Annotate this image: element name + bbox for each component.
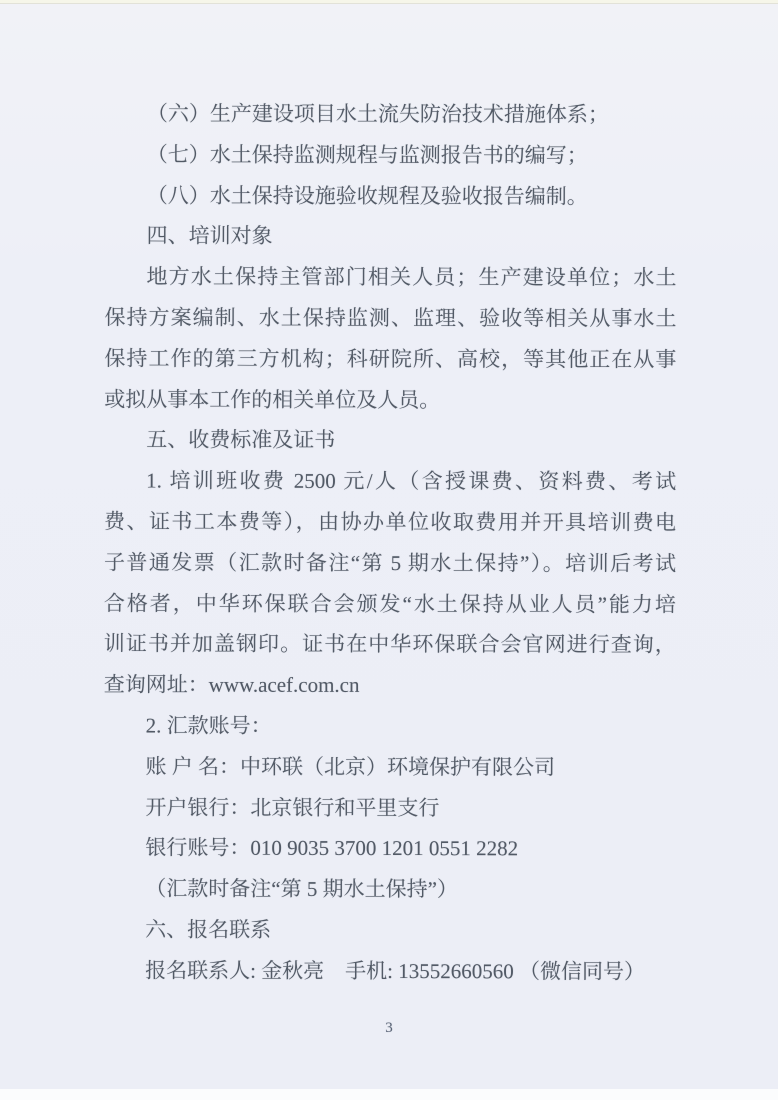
paragraph-training-targets-line-3: 保持工作的第三方机构；科研院所、高校，等其他正在从事 [104, 346, 677, 372]
remittance-remark-line: （汇款时备注“第 5 期水土保持”） [145, 876, 458, 902]
paragraph-fees-line-5: 训证书并加盖钢印。证书在中华环保联合会官网进行查询， [103, 631, 676, 657]
bank-account-number-line: 银行账号：010 9035 3700 1201 0551 2282 [145, 835, 519, 861]
query-url-line: 查询网址：www.acef.com.cn [103, 672, 360, 698]
scan-top-edge [0, 0, 778, 4]
paragraph-fees-line-3: 子普通发票（汇款时备注“第 5 期水土保持”）。培训后考试 [103, 550, 676, 576]
account-name-line: 账 户 名：中环联（北京）环境保护有限公司 [145, 754, 556, 780]
heading-section-four-training-targets: 四、培训对象 [146, 223, 273, 249]
paragraph-training-targets-line-4: 或拟从事本工作的相关单位及人员。 [104, 386, 441, 412]
heading-section-six-registration-contact: 六、报名联系 [145, 917, 272, 942]
bank-branch-line: 开户银行：北京银行和平里支行 [145, 795, 440, 820]
paragraph-fees-line-4: 合格者，中华环保联合会颁发“水土保持从业人员”能力培 [103, 590, 676, 617]
document-body [103, 93, 677, 992]
paragraph-fees-line-2: 费、证书工本费等），由协办单位收取费用并开具培训费电 [104, 509, 677, 535]
paragraph-training-targets-line-2: 保持方案编制、水土保持监测、监理、验收等相关从事水土 [104, 305, 677, 331]
scan-bottom-edge [0, 1089, 778, 1100]
paragraph-training-targets-line-1: 地方水土保持主管部门相关人员；生产建设单位；水土 [146, 264, 677, 290]
list-item-six: （六）生产建设项目水土流失防治技术措施体系； [146, 101, 609, 127]
list-item-seven: （七）水土保持监测规程与监测报告书的编写； [146, 142, 588, 168]
page-number: 3 [385, 1020, 393, 1036]
paragraph-fees-line-1: 1. 培训班收费 2500 元/人（含授课费、资料费、考试 [146, 468, 677, 494]
heading-remittance-account: 2. 汇款账号： [145, 713, 272, 738]
list-item-eight: （八）水土保持设施验收规程及验收报告编制。 [146, 183, 588, 209]
heading-section-five-fees-certificate: 五、收费标准及证书 [146, 427, 336, 453]
contact-person-phone-line: 报名联系人: 金秋亮 手机: 13552660560 （微信同号） [145, 958, 646, 984]
